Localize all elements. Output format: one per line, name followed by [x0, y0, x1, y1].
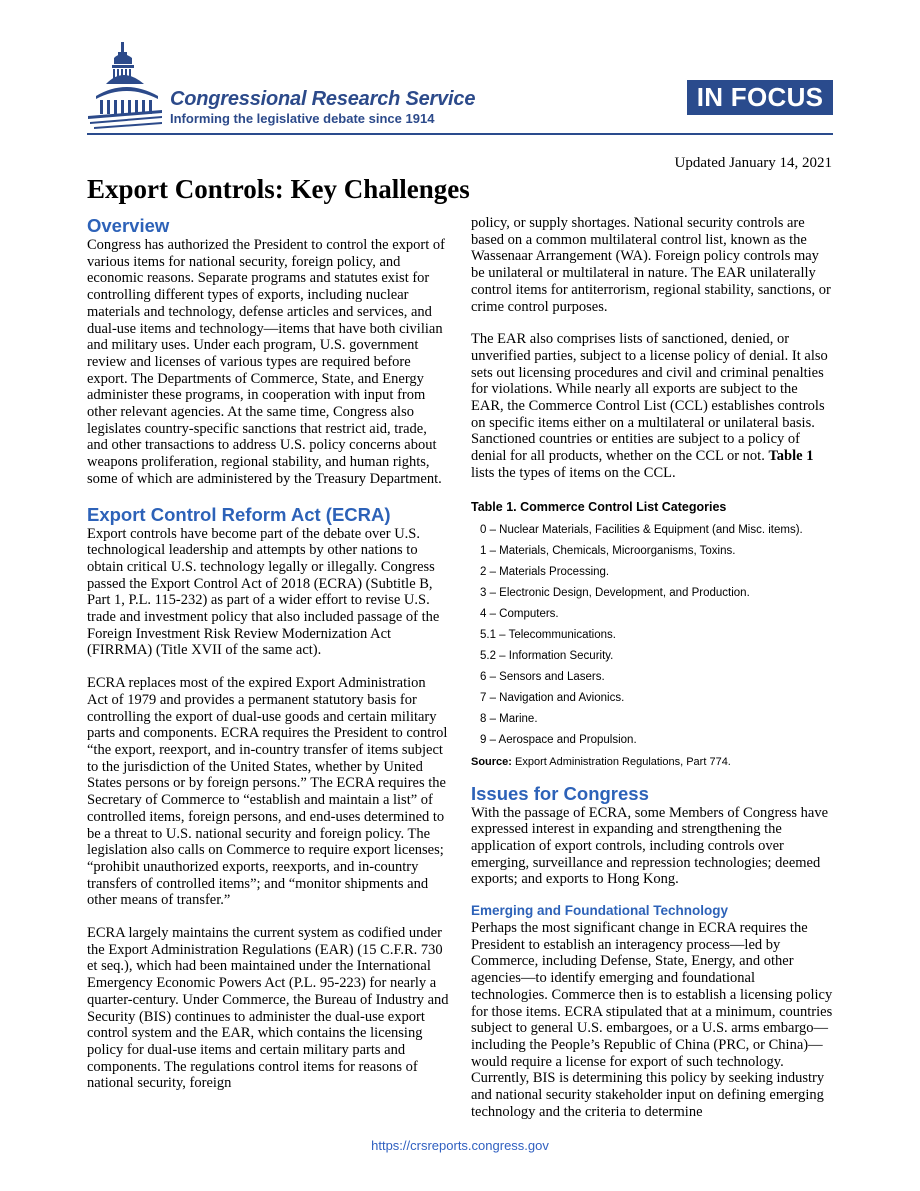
emerging-tech-paragraph: Perhaps the most significant change in ECRA requires the President to establish an interagency process—led by Commerce, including Defense, State, Energy, and other agencies—to identify emerging and foundational technologies. Commerce then is to establish a licensing policy for those items. ECRA stipulated that at a minimum, countries subject to general U.S. embargoes, or a U.S. arms embargo—including the People’s Republic of China (PRC, or China)—would require a license for export of such technology. Currently, BIS is determining this policy by seeking industry and national security stakeholder input on defining emerging technology and the criteria to determine [471, 920, 833, 1120]
ear-paragraph-end: lists the types of items on the CCL. [471, 464, 676, 481]
org-tagline: Informing the legislative debate since 1914 [170, 111, 435, 126]
ecra-paragraph-3: ECRA largely maintains the current system as codified under the Export Administration Regulations (EAR) (15 C.F.R. 730 et seq.), which had been maintained under the International Emergency Economic Powers Act (P.L. 95-223) for nearly a quarter-century. Under Commerce, the Bureau of Industry and Security (BIS) continues to administer the dual-use export control system and the EAR, which contains the licensing policy for dual-use items and certain military parts and components. The regulations control items for reasons of national security, foreign [87, 925, 449, 1092]
table-reference: Table 1 [768, 448, 814, 465]
controls-paragraph: policy, or supply shortages. National security controls are based on a common multilateral control list, known as the Wassenaar Arrangement (WA). Foreign policy controls may be unilateral or multilateral in nature. The EAR unilaterally control items for antiterrorism, regional stability, sanctions, or crime control purposes. [471, 215, 831, 315]
table-title: Table 1. Commerce Control List Categories [471, 499, 727, 514]
issues-heading: Issues for Congress [471, 782, 649, 804]
header-divider [87, 133, 833, 135]
in-focus-badge: IN FOCUS [687, 80, 833, 115]
ecra-heading: Export Control Reform Act (ECRA) [87, 503, 391, 525]
updated-date: Updated January 14, 2021 [674, 155, 832, 171]
issues-paragraph: With the passage of ECRA, some Members of Congress have expressed interest in expanding and strengthening the application of export controls, including controls over emerging, surveillance and repression technologies; deemed exports; and exports to Hong Kong. [471, 804, 829, 888]
table-source [471, 753, 833, 771]
ear-paragraph-text: The EAR also comprises lists of sanctioned, denied, or unverified parties, subject to a license policy of denial. It also sets out licensing procedures and civil and criminal penalties for violations. While nearly all exports are subject to the EAR, the Commerce Control List (CCL) establishes controls on specific items either on a multilateral or unilateral basis. Sanctioned countries or entities are subject to a policy of denial for all products, whether on the CCL or not. [471, 331, 828, 465]
ecra-paragraph-2: ECRA replaces most of the expired Export Administration Act of 1979 and provides a permanent statutory basis for controlling the export of dual-use goods and certain military parts and components. ECRA requires the President to control “the export, reexport, and in-country transfer of items subject to the jurisdiction of the United States, whether by United States persons or by foreign persons.” The ECRA requires the Secretary of Commerce to “establish and maintain a list” of controlled items, foreign persons, and end-uses determined to be a threat to U.S. national security and foreign policy. The legislation also calls on Commerce to require export licenses; “prohibit unauthorized exports, reexports, and in-country transfers of controlled items”; and “monitor shipments and other means of transfer.” [87, 675, 448, 909]
table-row: 9 – Aerospace and Propulsion. [480, 733, 637, 746]
table-row: 6 – Sensors and Lasers. [480, 670, 605, 683]
table-row: 2 – Materials Processing. [480, 565, 610, 578]
ear-paragraph [471, 331, 833, 481]
table-row: 4 – Computers. [480, 607, 559, 620]
table-row: 3 – Electronic Design, Development, and Production. [480, 586, 750, 599]
org-name: Congressional Research Service [170, 88, 476, 110]
capitol-dome-logo-icon [88, 40, 164, 130]
ccl-category-table [471, 520, 833, 751]
source-text: Export Administration Regulations, Part 774. [511, 755, 731, 768]
table-row: 5.2 – Information Security. [480, 649, 614, 662]
right-column [471, 215, 833, 1121]
page-header [0, 0, 920, 140]
logo-wordmark [170, 88, 475, 127]
table-row: 5.1 – Telecommunications. [480, 628, 616, 641]
table-row: 8 – Marine. [480, 712, 538, 725]
footer-link[interactable]: https://crsreports.congress.gov [371, 1138, 549, 1153]
left-column [87, 215, 449, 1092]
emerging-tech-heading: Emerging and Foundational Technology [471, 903, 729, 919]
ecra-paragraph-1: Export controls have become part of the debate over U.S. technological leadership and attempts by other nations to obtain critical U.S. technology legally or illegally. Congress passed the Export Control Act of 2018 (ECRA) (Subtitle B, Part 1, P.L. 115-232) as part of a wider effort to revise U.S. trade and investment policy that also included passage of the Foreign Investment Risk Review Modernization Act (FIRRMA) (Title XVII of the same act). [87, 525, 440, 659]
overview-heading: Overview [87, 215, 170, 236]
overview-paragraph: Congress has authorized the President to control the export of various items for national security, foreign policy, and economic reasons. Separate programs and statutes exist for controlling different types of exports, including nuclear materials and technology, defense articles and services, and dual-use items and technology—items that have both civilian and military uses. Under each program, U.S. government review and licenses of various types are required before export. The Departments of Commerce, State, and Energy administer these programs, in cooperation with input from other relevant agencies. At the same time, Congress also legislates country-specific sanctions that restrict aid, trade, and other transactions to address U.S. policy concerns about weapons proliferation, regional stability, and human rights, some of which are administered by the Treasury Department. [87, 237, 445, 487]
table-row: 1 – Materials, Chemicals, Microorganisms, Toxins. [480, 544, 736, 557]
page-title: Export Controls: Key Challenges [87, 174, 470, 204]
table-row: 7 – Navigation and Avionics. [480, 691, 625, 704]
table-row: 0 – Nuclear Materials, Facilities & Equipment (and Misc. items). [480, 523, 803, 536]
source-label: Source: [471, 755, 512, 768]
